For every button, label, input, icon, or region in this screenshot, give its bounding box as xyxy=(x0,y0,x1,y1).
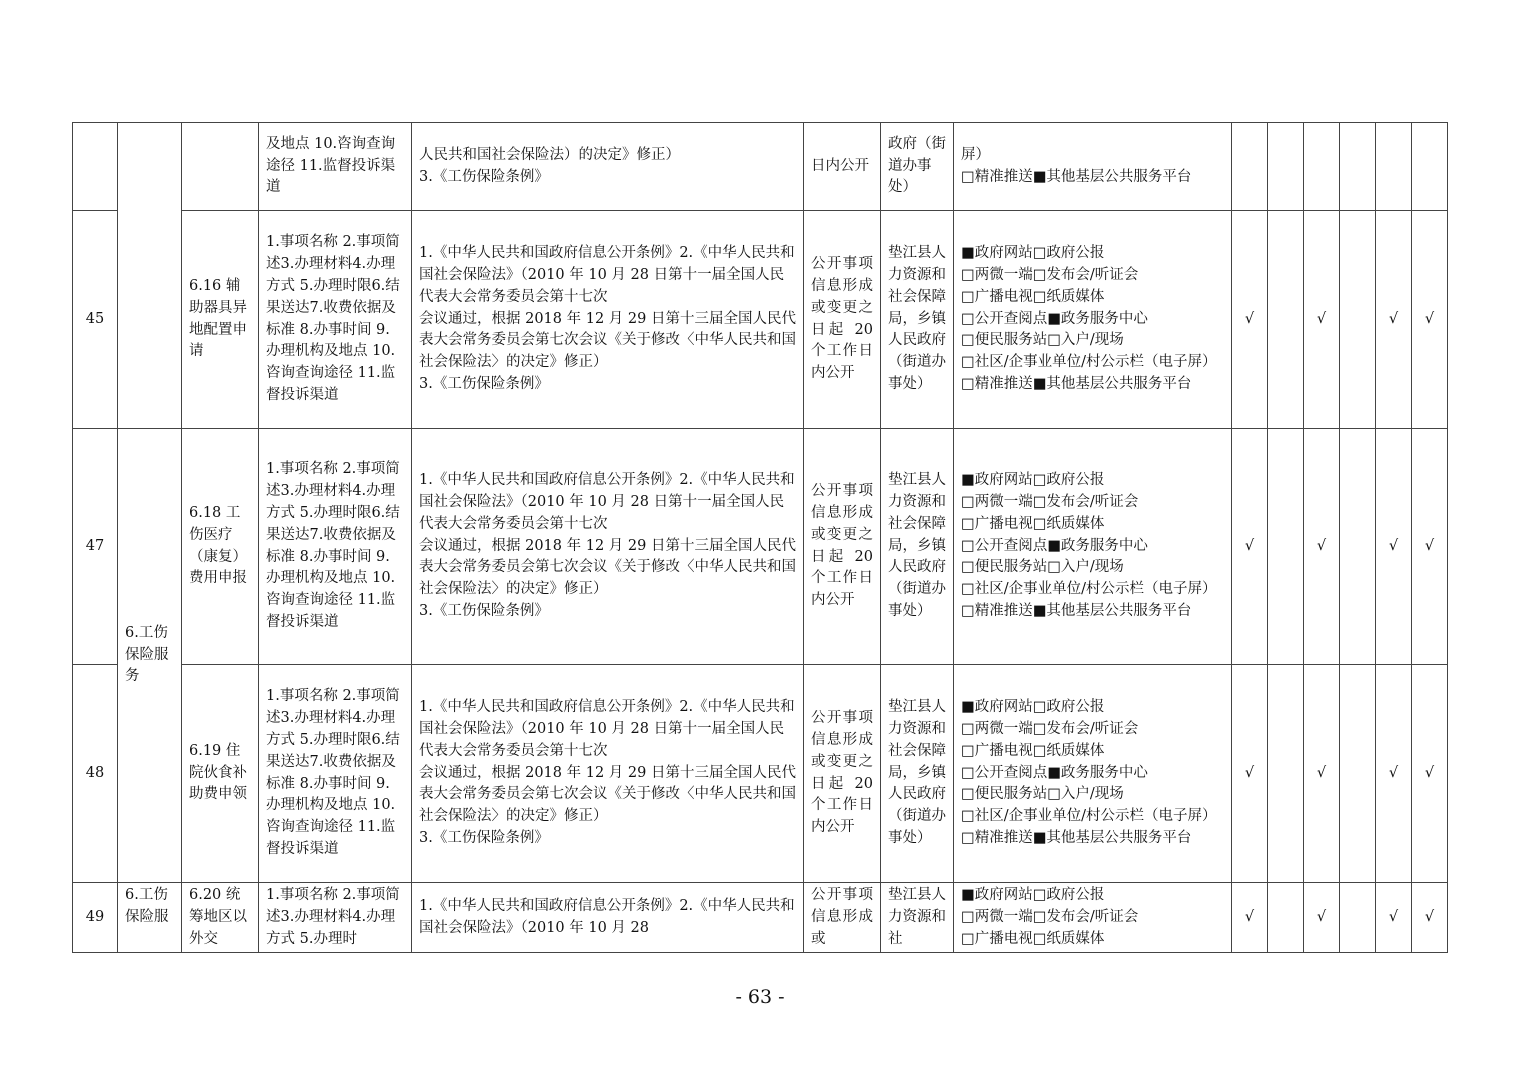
row-number: 47 xyxy=(73,429,118,665)
channel-option: □精准推送■其他基层公共服务平台 xyxy=(961,375,1192,392)
channel-option: □公开查阅点■政务服务中心 xyxy=(961,764,1148,781)
check-mark: √ xyxy=(1304,665,1340,883)
row-number: 49 xyxy=(73,883,118,953)
check-mark: √ xyxy=(1304,429,1340,665)
page-number: - 63 - xyxy=(735,986,785,1008)
text-line: 会议通过，根据 2018 年 12 月 29 日第十三届全国人民代表大会常务委员会第七次会议《关于修改〈中华人民共和国社会保险法〉的决定》修正） xyxy=(419,764,796,825)
text-line: 3.《工伤保险条例》 xyxy=(419,602,549,619)
channel-option: □两微一端□发布会/听证会 xyxy=(961,494,1139,510)
channel-option: □便民服务站□入户/现场 xyxy=(961,786,1124,803)
disclosure-table xyxy=(72,122,1448,953)
channel-option: □便民服务站□入户/现场 xyxy=(961,332,1124,349)
check-mark: √ xyxy=(1376,665,1412,883)
disclosure-channels xyxy=(954,123,1232,211)
text-line: 3.《工伤保险条例》 xyxy=(419,829,549,846)
check-mark xyxy=(1268,211,1304,429)
disclosure-time: 公开事项信息形成或变更之日起 20 个工作日内公开 xyxy=(804,211,881,429)
check-mark: √ xyxy=(1232,883,1268,953)
channel-option: □广播电视□纸质媒体 xyxy=(961,288,1105,305)
check-mark xyxy=(1268,665,1304,883)
check-mark: √ xyxy=(1376,429,1412,665)
disclosure-subject: 垫江县人力资源和社会保障局，乡镇人民政府（街道办事处） xyxy=(881,429,954,665)
text-line: 1.《中华人民共和国政府信息公开条例》2.《中华人民共和国社会保险法》（2010 年 10 月 28 xyxy=(419,897,795,936)
check-mark xyxy=(1412,123,1448,211)
disclosure-subject: 垫江县人力资源和社会保障局，乡镇人民政府（街道办事处） xyxy=(881,211,954,429)
channel-option: □两微一端□发布会/听证会 xyxy=(961,267,1139,283)
text-line: 1.《中华人民共和国政府信息公开条例》2.《中华人民共和国社会保险法》（2010 年 10 月 28 日第十一届全国人民代表大会常务委员会第十七次 xyxy=(419,245,795,305)
check-mark: √ xyxy=(1412,211,1448,429)
check-mark: √ xyxy=(1412,429,1448,665)
disclosure-time: 公开事项信息形成或 xyxy=(804,883,881,953)
check-mark: √ xyxy=(1376,883,1412,953)
check-mark: √ xyxy=(1232,665,1268,883)
check-mark xyxy=(1232,123,1268,211)
check-mark xyxy=(1304,123,1340,211)
disclosure-time: 公开事项信息形成或变更之日起 20 个工作日内公开 xyxy=(804,665,881,883)
check-mark xyxy=(1340,429,1376,665)
check-mark: √ xyxy=(1232,429,1268,665)
channel-option: □社区/企事业单位/村公示栏（电子屏） xyxy=(961,808,1217,825)
disclosure-channels xyxy=(954,429,1232,665)
channel-option: □精准推送■其他基层公共服务平台 xyxy=(961,168,1192,185)
disclosure-content: 1.事项名称 2.事项简述3.办理材料4.办理方式 5.办理时限6.结果送达7.收费依据及标准 8.办事时间 9.办理机构及地点 10.咨询查询途径 11.监督投诉渠道 xyxy=(259,211,412,429)
table-row xyxy=(73,665,1448,883)
channel-option: ■政府网站□政府公报 xyxy=(961,245,1105,262)
channel-option: □广播电视□纸质媒体 xyxy=(961,515,1105,532)
check-mark xyxy=(1268,123,1304,211)
table-row xyxy=(73,123,1448,211)
channel-option: □便民服务站□入户/现场 xyxy=(961,559,1124,576)
table-row xyxy=(73,429,1448,665)
channel-option: □公开查阅点■政务服务中心 xyxy=(961,537,1148,554)
channel-option: □两微一端□发布会/听证会 xyxy=(961,721,1139,737)
disclosure-content: 及地点 10.咨询查询途径 11.监督投诉渠道 xyxy=(259,123,412,211)
check-mark xyxy=(1340,883,1376,953)
table-row xyxy=(73,211,1448,429)
legal-basis xyxy=(412,211,804,429)
text-line: 会议通过，根据 2018 年 12 月 29 日第十三届全国人民代表大会常务委员会第七次会议《关于修改〈中华人民共和国社会保险法〉的决定》修正） xyxy=(419,537,796,598)
text-line: 会议通过，根据 2018 年 12 月 29 日第十三届全国人民代表大会常务委员会第七次会议《关于修改〈中华人民共和国社会保险法〉的决定》修正） xyxy=(419,310,796,371)
channel-option: □两微一端□发布会/听证会 xyxy=(961,908,1139,925)
check-mark xyxy=(1340,123,1376,211)
check-mark xyxy=(1268,883,1304,953)
category-name: 6.工伤保险服务 xyxy=(118,429,182,883)
category-name: 6.工伤保险服 xyxy=(118,883,182,953)
check-mark: √ xyxy=(1412,665,1448,883)
disclosure-content: 1.事项名称 2.事项简述3.办理材料4.办理方式 5.办理时 xyxy=(259,883,412,953)
channel-option: ■政府网站□政府公报 xyxy=(961,472,1105,489)
disclosure-channels xyxy=(954,665,1232,883)
disclosure-time: 日内公开 xyxy=(804,123,881,211)
row-number: 45 xyxy=(73,211,118,429)
disclosure-content: 1.事项名称 2.事项简述3.办理材料4.办理方式 5.办理时限6.结果送达7.收费依据及标准 8.办事时间 9.办理机构及地点 10.咨询查询途径 11.监督投诉渠道 xyxy=(259,665,412,883)
disclosure-channels xyxy=(954,883,1232,953)
disclosure-channels xyxy=(954,211,1232,429)
channel-option: □精准推送■其他基层公共服务平台 xyxy=(961,602,1192,619)
check-mark: √ xyxy=(1376,211,1412,429)
channel-option: □社区/企事业单位/村公示栏（电子屏） xyxy=(961,581,1217,598)
check-mark xyxy=(1268,429,1304,665)
disclosure-subject: 政府（街道办事处） xyxy=(881,123,954,211)
disclosure-subject: 垫江县人力资源和社会保障局，乡镇人民政府（街道办事处） xyxy=(881,665,954,883)
category-cell-blank xyxy=(118,123,182,429)
text-line: 3.《工伤保险条例》 xyxy=(419,375,549,392)
channel-option: ■政府网站□政府公报 xyxy=(961,887,1105,903)
check-mark: √ xyxy=(1304,883,1340,953)
check-mark xyxy=(1340,211,1376,429)
text-line: 3.《工伤保险条例》 xyxy=(419,168,549,185)
text-line: 1.《中华人民共和国政府信息公开条例》2.《中华人民共和国社会保险法》（2010 年 10 月 28 日第十一届全国人民代表大会常务委员会第十七次 xyxy=(419,699,795,759)
check-mark xyxy=(1376,123,1412,211)
channel-option: □广播电视□纸质媒体 xyxy=(961,930,1105,947)
item-name: 6.16 辅助器具异地配置申请 xyxy=(182,211,259,429)
legal-basis xyxy=(412,123,804,211)
item-name: 6.20 统筹地区以外交 xyxy=(182,883,259,953)
text-line: 人民共和国社会保险法）的决定》修正） xyxy=(419,146,680,163)
disclosure-time: 公开事项信息形成或变更之日起 20 个工作日内公开 xyxy=(804,429,881,665)
channel-option: 屏） xyxy=(961,146,990,163)
check-mark xyxy=(1340,665,1376,883)
check-mark: √ xyxy=(1412,883,1448,953)
check-mark: √ xyxy=(1304,211,1340,429)
channel-option: □广播电视□纸质媒体 xyxy=(961,742,1105,759)
disclosure-subject: 垫江县人力资源和社 xyxy=(881,883,954,953)
row-number: 45 xyxy=(73,123,118,211)
text-line: 1.《中华人民共和国政府信息公开条例》2.《中华人民共和国社会保险法》（2010 年 10 月 28 日第十一届全国人民代表大会常务委员会第十七次 xyxy=(419,472,795,532)
check-mark: √ xyxy=(1232,211,1268,429)
channel-option: ■政府网站□政府公报 xyxy=(961,699,1105,716)
channel-option: □公开查阅点■政务服务中心 xyxy=(961,310,1148,327)
channel-option: □社区/企事业单位/村公示栏（电子屏） xyxy=(961,354,1217,371)
table-row xyxy=(73,883,1448,953)
item-name: 6.18 工伤医疗（康复）费用申报 xyxy=(182,429,259,665)
item-name xyxy=(182,123,259,211)
legal-basis xyxy=(412,429,804,665)
channel-option: □精准推送■其他基层公共服务平台 xyxy=(961,829,1192,846)
item-name: 6.19 住院伙食补助费申领 xyxy=(182,665,259,883)
legal-basis xyxy=(412,665,804,883)
disclosure-content: 1.事项名称 2.事项简述3.办理材料4.办理方式 5.办理时限6.结果送达7.收费依据及标准 8.办事时间 9.办理机构及地点 10.咨询查询途径 11.监督投诉渠道 xyxy=(259,429,412,665)
legal-basis xyxy=(412,883,804,953)
row-number: 48 xyxy=(73,665,118,883)
